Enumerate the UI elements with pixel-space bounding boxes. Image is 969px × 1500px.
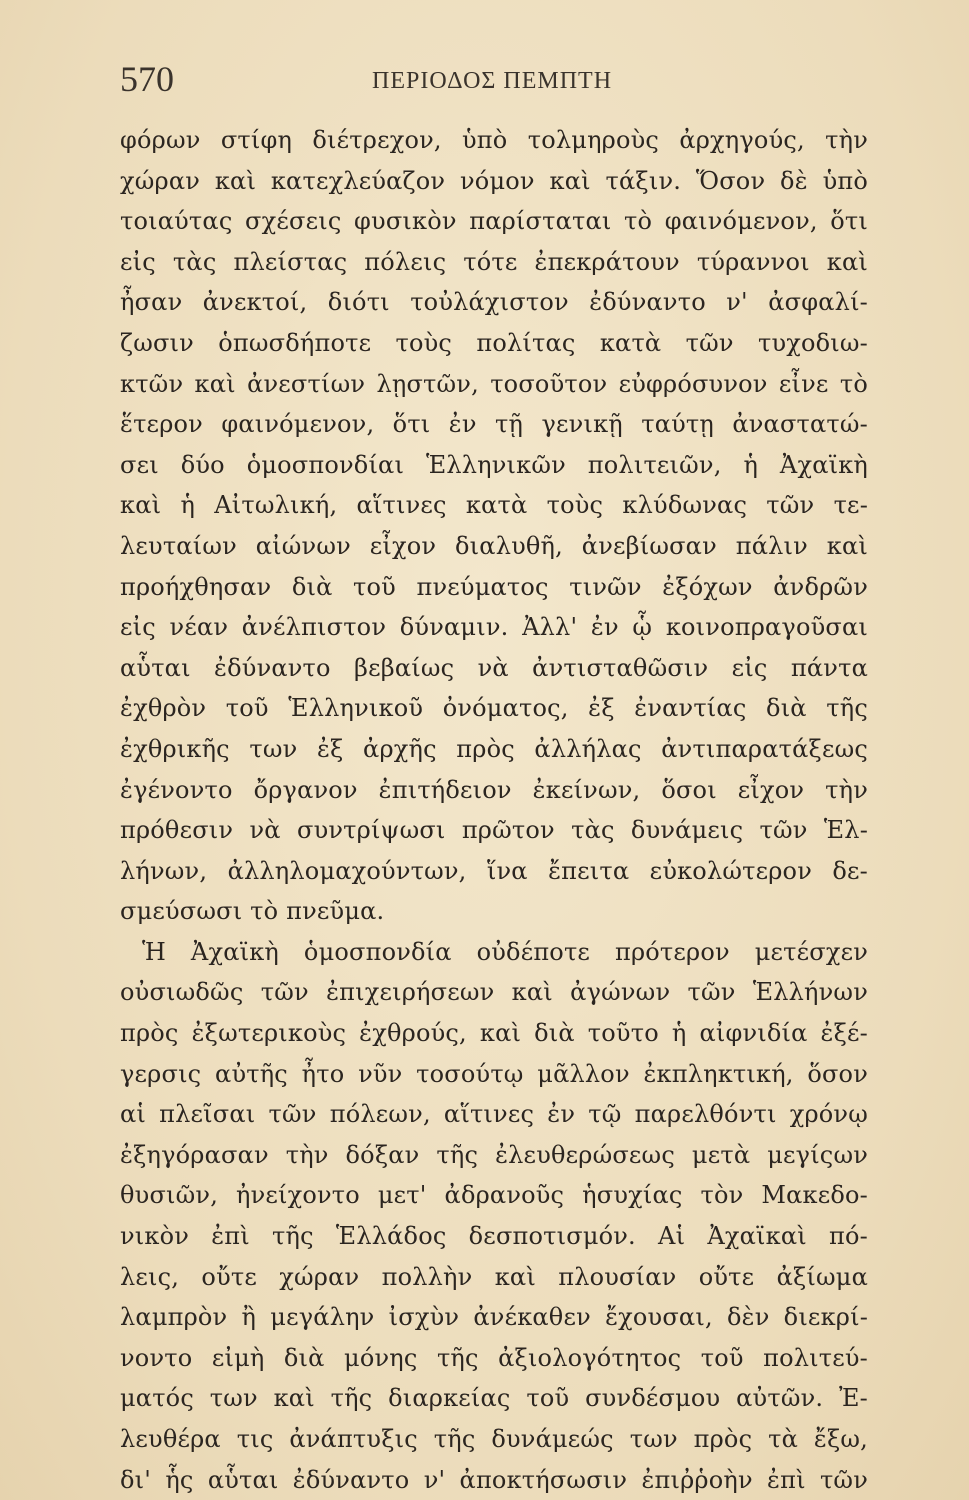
running-head: ΠΕΡΙΟΔΟΣ ΠΕΜΠΤΗ — [372, 68, 613, 94]
text-line: λαμπρὸν ἢ μεγάλην ἰσχὺν ἀνέκαθεν ἔχουσαι, δὲν διεκρί- — [120, 1303, 868, 1332]
page-number: 570 — [120, 59, 174, 99]
text-line: λήνων, ἀλληλομαχούντων, ἵνα ἔπειτα εὐκολώτερον δε- — [120, 856, 868, 885]
text-line: αἱ πλεῖσαι τῶν πόλεων, αἵτινες ἐν τῷ παρελθόντι χρόνῳ — [120, 1100, 868, 1129]
paragraph-start-line: Ἡ Ἀχαϊκὴ ὁμοσπονδία οὐδέποτε πρότερον μετέσχεν — [142, 937, 868, 966]
body-text — [120, 120, 868, 1500]
page-header — [120, 58, 866, 102]
text-line: ματός των καὶ τῆς διαρκείας τοῦ συνδέσμου αὐτῶν. Ἐ- — [120, 1384, 868, 1413]
text-line: σει δύο ὁμοσπονδίαι Ἑλληνικῶν πολιτειῶν, ἡ Ἀχαϊκὴ — [120, 450, 868, 479]
text-line: πρὸς ἐξωτερικοὺς ἐχθρούς, καὶ διὰ τοῦτο ἡ αἰφνιδία ἐξέ- — [120, 1019, 868, 1048]
text-line: πρόθεσιν νὰ συντρίψωσι πρῶτον τὰς δυνάμεις τῶν Ἑλ- — [120, 816, 868, 845]
text-line: ἐξηγόρασαν τὴν δόξαν τῆς ἐλευθερώσεως μετὰ μεγίςων — [120, 1140, 868, 1169]
text-line: προήχθησαν διὰ τοῦ πνεύματος τινῶν ἐξόχων ἀνδρῶν — [120, 572, 868, 601]
text-line: νικὸν ἐπὶ τῆς Ἑλλάδος δεσποτισμόν. Αἱ Ἀχαϊκαὶ πό- — [120, 1222, 868, 1251]
text-line: λεις, οὔτε χώραν πολλὴν καὶ πλουσίαν οὔτε ἀξίωμα — [120, 1262, 868, 1291]
text-line: καὶ ἡ Αἰτωλική, αἵτινες κατὰ τοὺς κλύδωνας τῶν τε- — [120, 491, 868, 520]
text-line: λευταίων αἰώνων εἶχον διαλυθῆ, ἀνεβίωσαν πάλιν καὶ — [120, 531, 868, 560]
paragraph-end-line: σμεύσωσι τὸ πνεῦμα. — [120, 897, 385, 926]
text-line: ἕτερον φαινόμενον, ὅτι ἐν τῇ γενικῇ ταύτῃ ἀναστατώ- — [120, 410, 868, 439]
text-line: τοιαύτας σχέσεις φυσικὸν παρίσταται τὸ φαινόμενον, ὅτι — [120, 207, 868, 236]
text-line: εἰς τὰς πλείστας πόλεις τότε ἐπεκράτουν τύραννοι καὶ — [120, 247, 868, 276]
text-line: ἐχθρικῆς των ἐξ ἀρχῆς πρὸς ἀλλήλας ἀντιπαρατάξεως — [120, 734, 868, 763]
text-line: νοντο εἰμὴ διὰ μόνης τῆς ἀξιολογότητος τοῦ πολιτεύ- — [120, 1343, 868, 1372]
text-line: γερσις αὐτῆς ἦτο νῦν τοσούτῳ μᾶλλον ἐκπληκτική, ὅσον — [120, 1059, 868, 1088]
text-line: οὐσιωδῶς τῶν ἐπιχειρήσεων καὶ ἀγώνων τῶν Ἑλλήνων — [120, 978, 868, 1007]
text-line: φόρων στίφη διέτρεχον, ὑπὸ τολμηροὺς ἀρχηγούς, τὴν — [120, 126, 868, 154]
text-line: εἰς νέαν ἀνέλπιστον δύναμιν. Ἀλλ' ἐν ᾧ κοινοπραγοῦσαι — [120, 613, 868, 642]
text-line: θυσιῶν, ἠνείχοντο μετ' ἀδρανοῦς ἡσυχίας τὸν Μακεδο- — [120, 1181, 868, 1210]
text-line: ἦσαν ἀνεκτοί, διότι τοὐλάχιστον ἐδύναντο ν' ἀσφαλί- — [120, 288, 868, 317]
text-line: ἐχθρὸν τοῦ Ἑλληνικοῦ ὀνόματος, ἐξ ἐναντίας διὰ τῆς — [120, 694, 868, 723]
text-line: χώραν καὶ κατεχλεύαζον νόμον καὶ τάξιν. Ὅσον δὲ ὑπὸ — [120, 166, 868, 195]
text-line: κτῶν καὶ ἀνεστίων λῃστῶν, τοσοῦτον εὐφρόσυνον εἶνε τὸ — [120, 369, 868, 398]
text-line: δι' ἧς αὗται ἐδύναντο ν' ἀποκτήσωσιν ἐπιῤῥοὴν ἐπὶ τῶν — [120, 1465, 868, 1494]
text-line: αὗται ἐδύναντο βεβαίως νὰ ἀντισταθῶσιν εἰς πάντα — [120, 653, 868, 682]
text-line: ἐγένοντο ὄργανον ἐπιτήδειον ἐκείνων, ὅσοι εἶχον τὴν — [120, 775, 868, 804]
text-line: λευθέρα τις ἀνάπτυξις τῆς δυνάμεώς των πρὸς τὰ ἔξω, — [120, 1425, 868, 1453]
text-line: ζωσιν ὁπωσδήποτε τοὺς πολίτας κατὰ τῶν τυχοδιω- — [120, 328, 868, 357]
